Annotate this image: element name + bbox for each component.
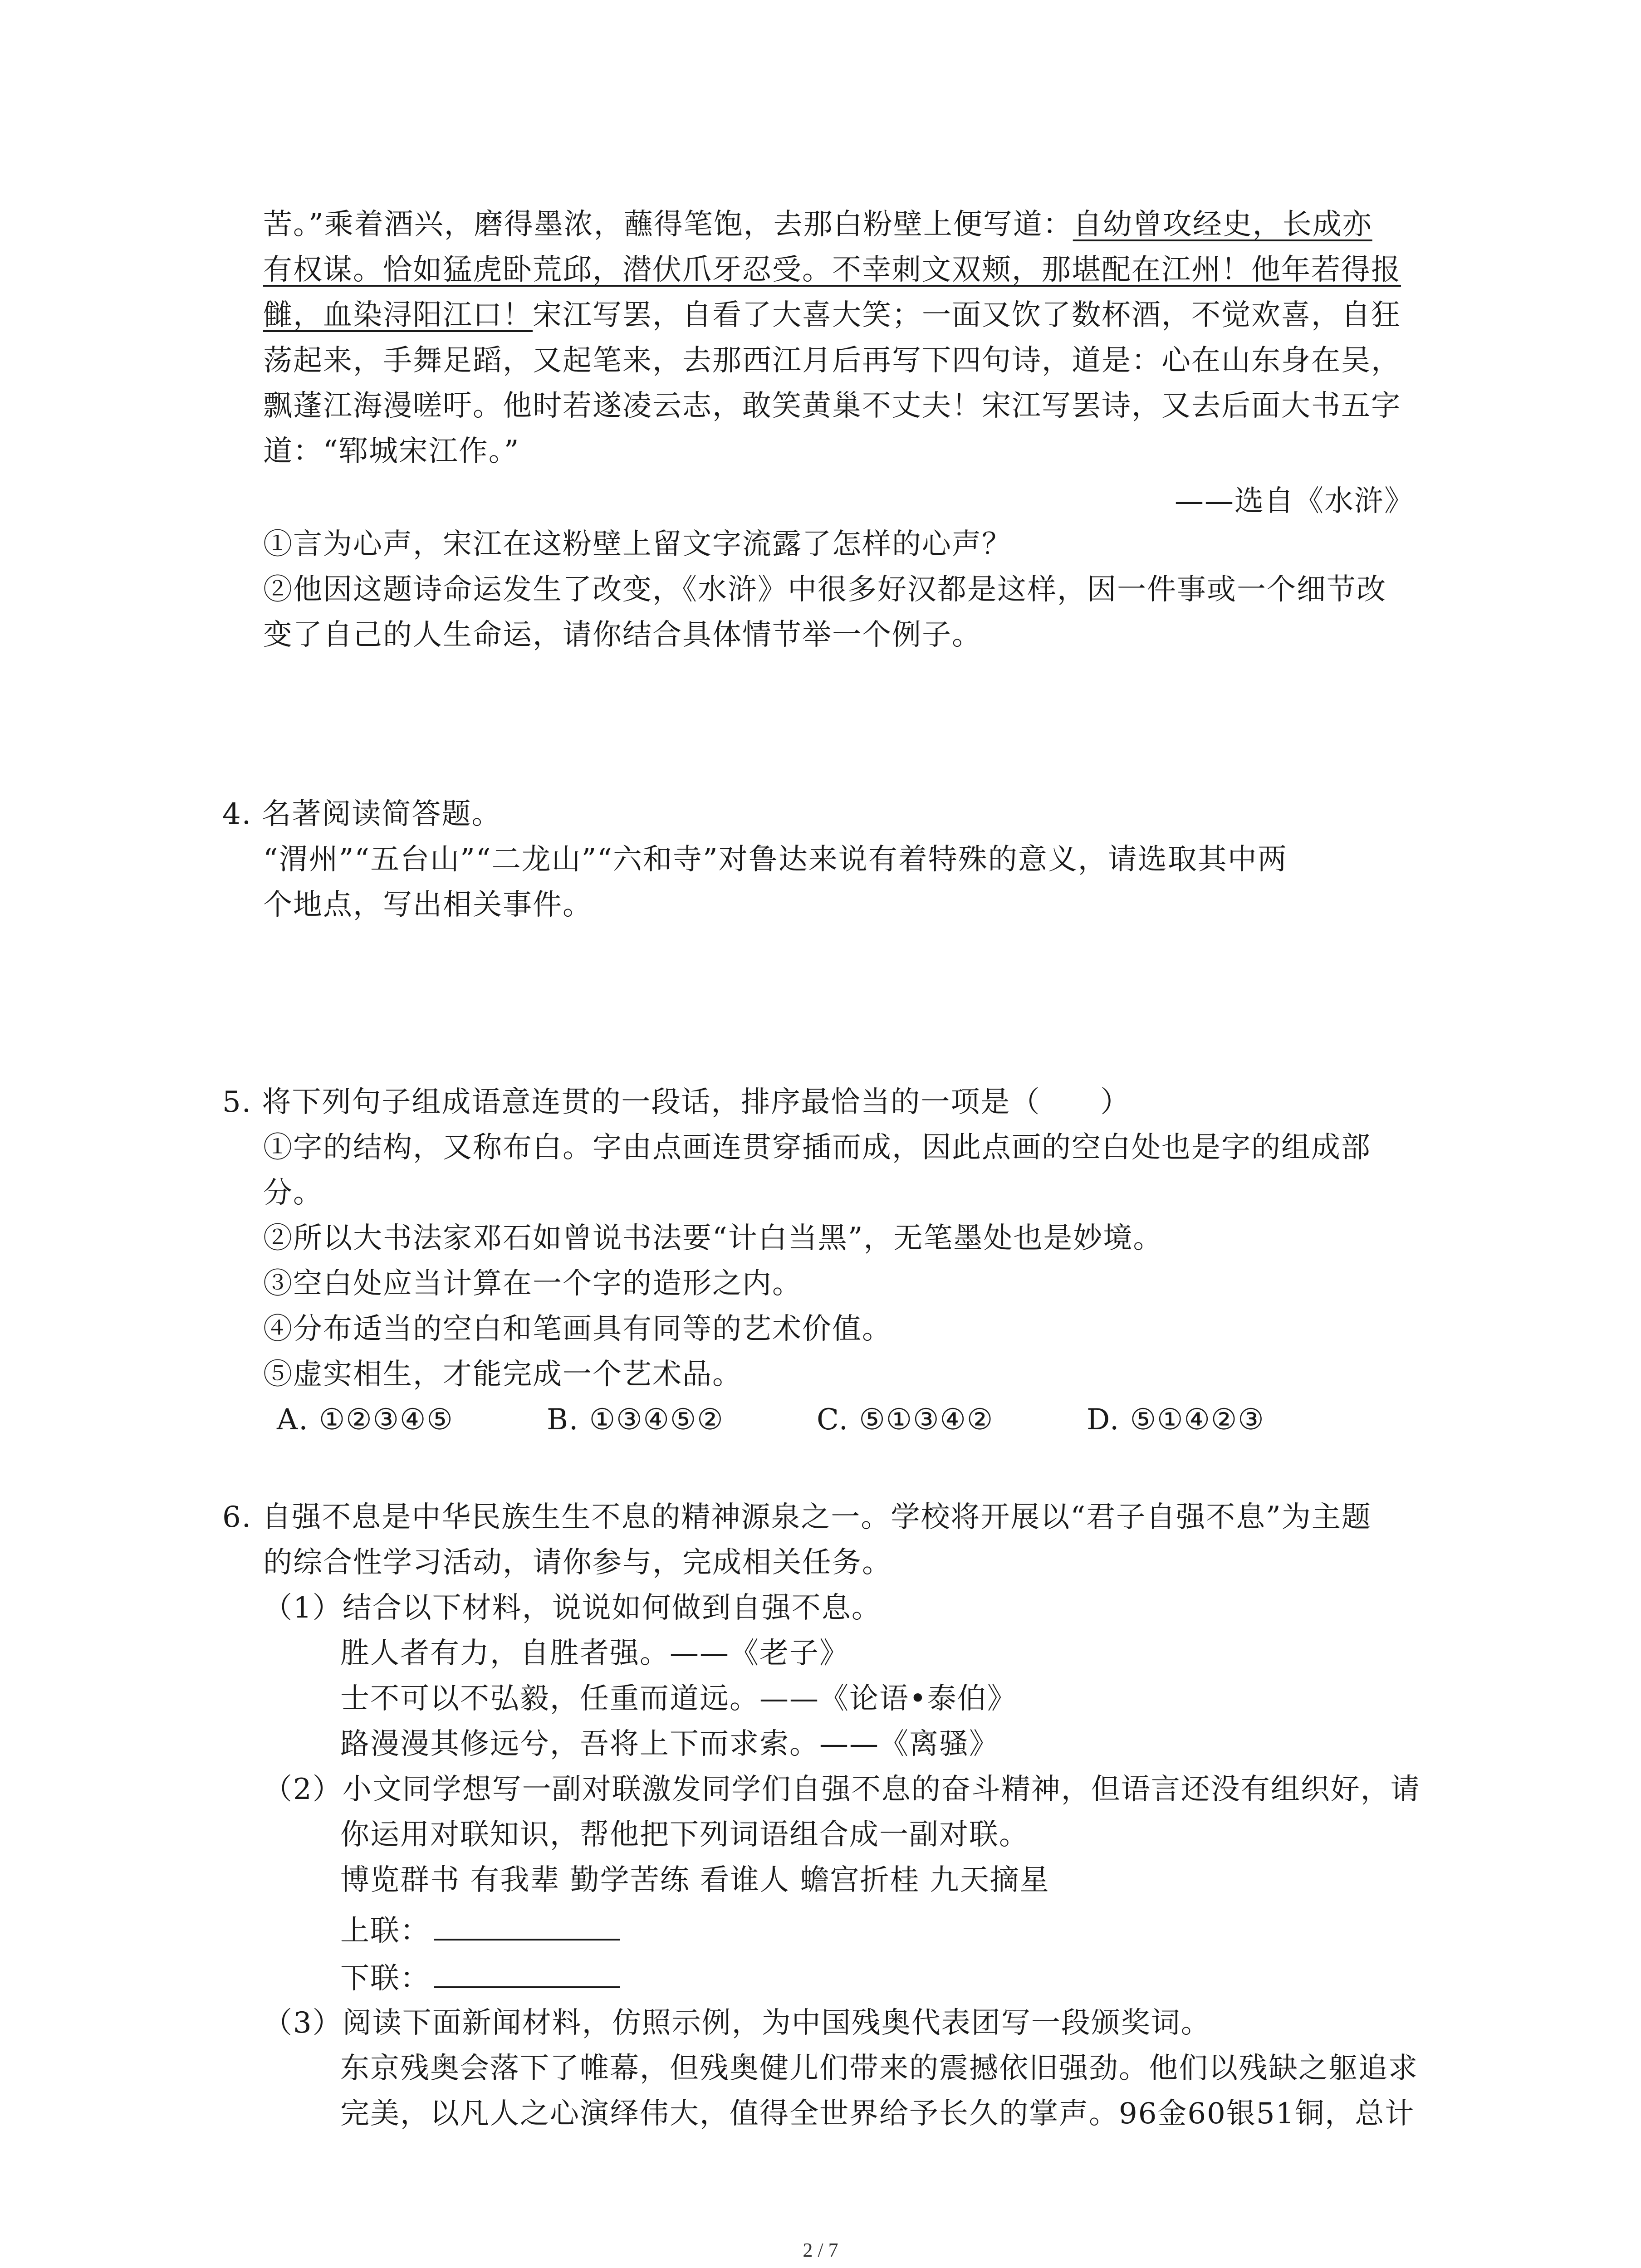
- passage-question-1: ①言为心声，宋江在这粉壁上留文字流露了怎样的心声？: [263, 528, 1012, 561]
- q6-part-2-line-1: （2）小文同学想写一副对联激发同学们自强不息的奋斗精神，但语言还没有组织好，请: [263, 1773, 1421, 1806]
- q4-line-1: “渭州”“五台山”“二龙山”“六和寺”对鲁达来说有着特殊的意义，请选取其中两: [263, 843, 1288, 876]
- passage-line-2: [263, 252, 1401, 288]
- couplet-upper-blank[interactable]: [434, 1910, 620, 1941]
- q6-title-line-1: 6. 自强不息是中华民族生生不息的精神源泉之一。学校将开展以“君子自强不息”为主题: [222, 1501, 1372, 1534]
- q5-title: 5. 将下列句子组成语意连贯的一段话，排序最恰当的一项是（ ）: [222, 1085, 1131, 1119]
- passage-line-4: 荡起来，手舞足蹈，又起笔来，去那西江月后再写下四句诗，道是：心在山东身在吴，: [263, 344, 1401, 377]
- q5-sentence-5: ⑤虚实相生，才能完成一个艺术品。: [263, 1358, 742, 1391]
- page-number: 2 / 7: [803, 2239, 838, 2261]
- q5-sentence-1-line-1: ①字的结构，又称布白。字由点画连贯穿插而成，因此点画的空白处也是字的组成部: [263, 1131, 1371, 1164]
- q5-sentence-3: ③空白处应当计算在一个字的造形之内。: [263, 1267, 802, 1300]
- q5-option-c[interactable]: C. ⑤①③④②: [817, 1403, 994, 1437]
- q6-part-1-material-1: 胜人者有力，自胜者强。——《老子》: [340, 1637, 849, 1670]
- poem-underlined: 自幼曾攻经史，长成亦: [1073, 208, 1372, 241]
- passage-question-2-line-1: ②他因这题诗命运发生了改变，《水浒》中很多好汉都是这样，因一件事或一个细节改: [263, 573, 1386, 606]
- q5-sentence-4: ④分布适当的空白和笔画具有同等的艺术价值。: [263, 1312, 892, 1346]
- couplet-upper-label: 上联：: [340, 1914, 430, 1948]
- couplet-lower-row: [340, 1957, 620, 1997]
- couplet-lower-blank[interactable]: [434, 1957, 620, 1988]
- passage-text: 苦。”乘着酒兴，磨得墨浓，蘸得笔饱，去那白粉壁上便写道：: [263, 208, 1073, 241]
- q6-part-3: （3）阅读下面新闻材料，仿照示例，为中国残奥代表团写一段颁奖词。: [263, 2006, 1211, 2040]
- q6-part-2-words: 博览群书 有我辈 勤学苦练 看谁人 蟾宫折桂 九天摘星: [340, 1863, 1050, 1897]
- q5-option-a[interactable]: A. ①②③④⑤: [277, 1403, 454, 1437]
- q4-title: 4. 名著阅读简答题。: [222, 797, 502, 831]
- q5-sentence-1-line-2: 分。: [263, 1176, 323, 1210]
- q6-part-1: （1）结合以下材料，说说如何做到自强不息。: [263, 1591, 882, 1625]
- passage-line-6: 道：“郓城宋江作。”: [263, 435, 520, 468]
- poem-underlined: 有权谋。恰如猛虎卧荒邱，潜伏爪牙忍受。不幸刺文双颊，那堪配在江州！他年若得报: [263, 253, 1401, 287]
- couplet-upper-row: [340, 1910, 620, 1949]
- q5-option-d[interactable]: D. ⑤①④②③: [1087, 1403, 1265, 1437]
- couplet-lower-label: 下联：: [340, 1962, 430, 1995]
- q5-options: [277, 1402, 1265, 1438]
- passage-source: ——选自《水浒》: [1175, 484, 1414, 518]
- passage-line-5: 飘蓬江海漫嗟吁。他时若遂凌云志，敢笑黄巢不丈夫！宋江写罢诗，又去后面大书五字: [263, 389, 1401, 423]
- q6-part-1-material-2: 士不可以不弘毅，任重而道远。——《论语•泰伯》: [340, 1682, 1017, 1716]
- passage-question-2-line-2: 变了自己的人生命运，请你结合具体情节举一个例子。: [263, 618, 982, 652]
- q6-part-3-line-1: 东京残奥会落下了帷幕，但残奥健儿们带来的震撼依旧强劲。他们以残缺之躯追求: [340, 2052, 1418, 2085]
- passage-text: 宋江写罢，自看了大喜大笑；一面又饮了数杯酒，不觉欢喜，自狂: [533, 298, 1401, 332]
- passage-line-1: [263, 206, 1372, 243]
- q6-part-1-material-3: 路漫漫其修远兮，吾将上下而求索。——《离骚》: [340, 1727, 999, 1761]
- q6-part-2-line-2: 你运用对联知识，帮他把下列词语组合成一副对联。: [340, 1818, 1029, 1852]
- q4-line-2: 个地点，写出相关事件。: [263, 888, 593, 922]
- q5-sentence-2: ②所以大书法家邓石如曾说书法要“计白当黑”，无笔墨处也是妙境。: [263, 1222, 1163, 1255]
- q6-part-3-line-2: 完美，以凡人之心演绎伟大，值得全世界给予长久的掌声。96金60银51铜，总计: [340, 2097, 1415, 2131]
- q6-title-line-2: 的综合性学习活动，请你参与，完成相关任务。: [263, 1546, 892, 1579]
- passage-line-3: [263, 297, 1401, 333]
- q5-option-b[interactable]: B. ①③④⑤②: [547, 1403, 724, 1437]
- poem-underlined: 雠，血染浔阳江口！: [263, 298, 533, 332]
